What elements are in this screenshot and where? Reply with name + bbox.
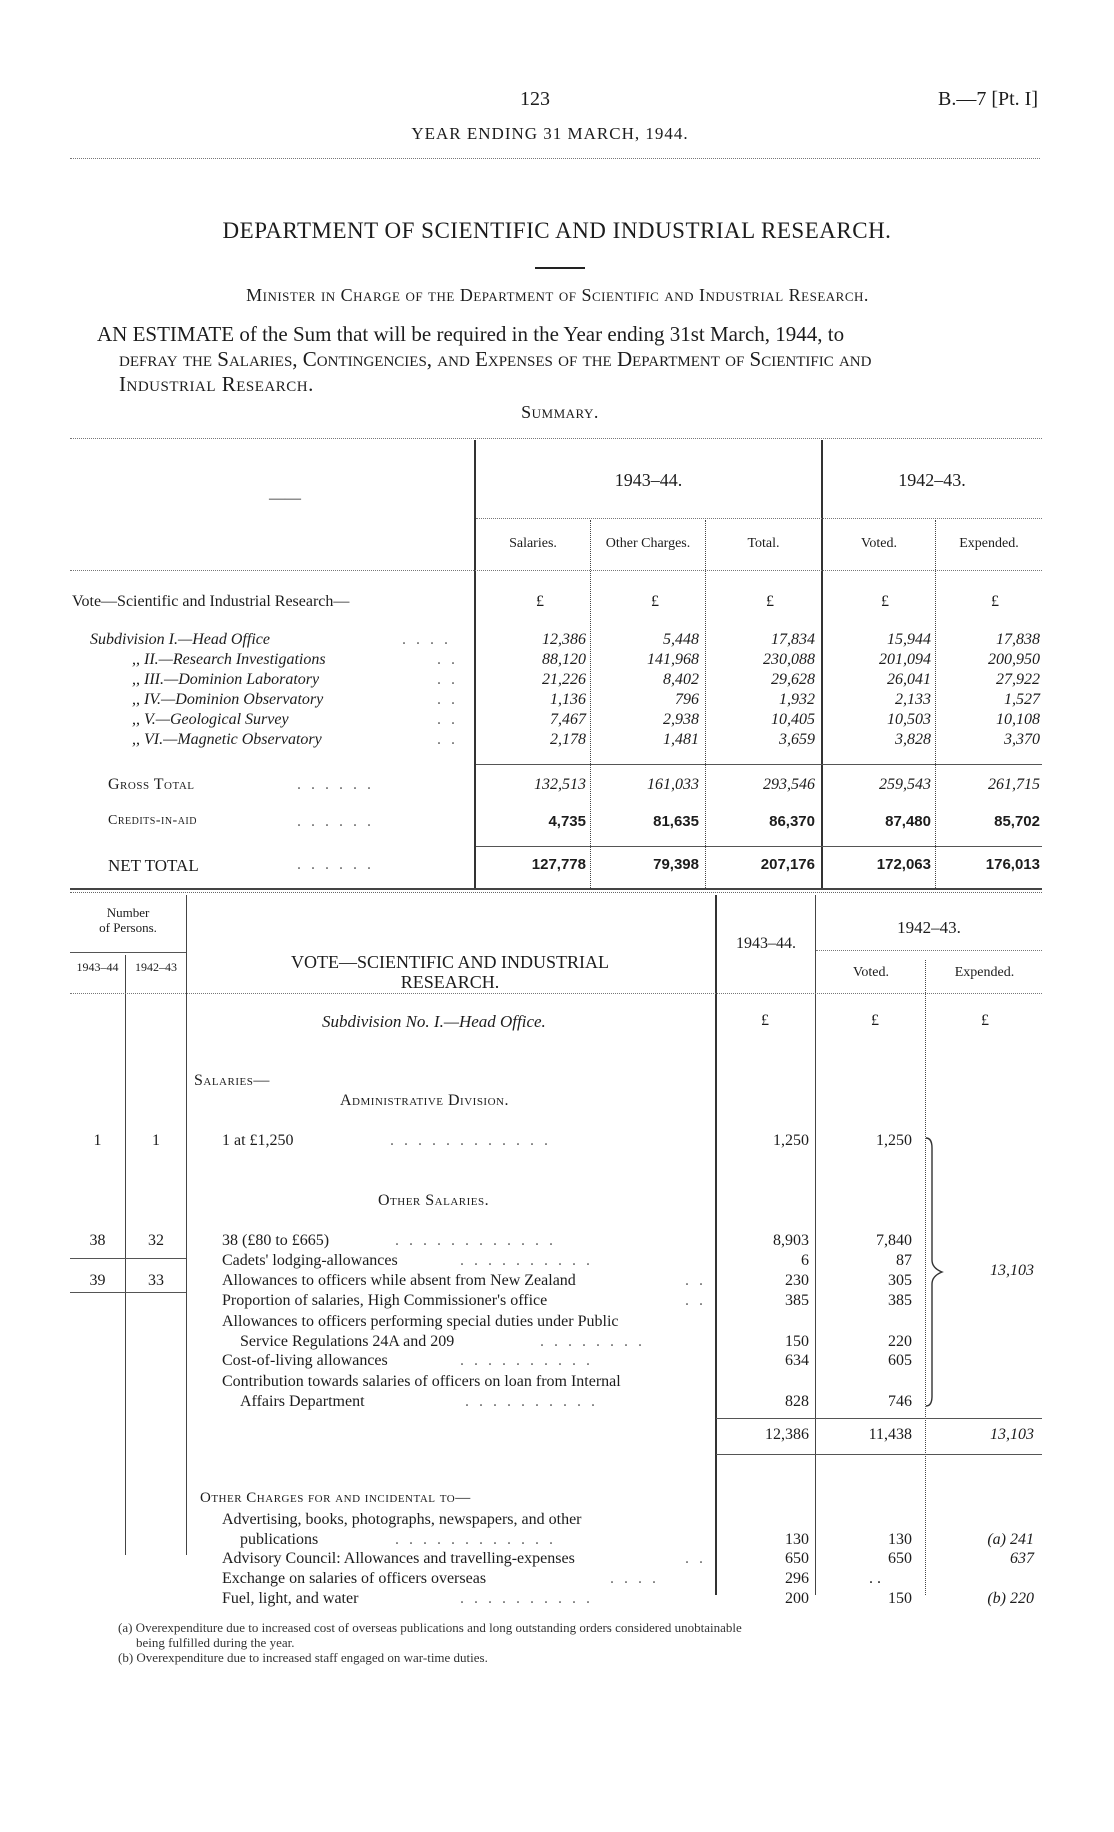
leader-dots: . .: [685, 1550, 706, 1567]
contribution-voted: 746: [888, 1393, 912, 1410]
detail-row-label: Cadets' lodging-allowances: [222, 1252, 398, 1269]
detail-row: [70, 1352, 1042, 1372]
leader-dots: . . . . . . . . . .: [465, 1393, 598, 1410]
summary-vote-label: Vote—Scientific and Industrial Research—: [72, 593, 350, 610]
summary-row-other: 141,968: [647, 651, 699, 668]
other-charges-heading: Other Charges for and incidental to—: [200, 1490, 471, 1506]
exchange-row: [70, 1570, 1042, 1590]
summary-row: [72, 630, 1042, 650]
leader-dots: . .: [437, 691, 458, 708]
credits-voted: 87,480: [885, 813, 931, 830]
advisory-voted: 650: [888, 1550, 912, 1567]
leader-dots: . . . . . . . . . .: [460, 1590, 593, 1607]
summary-row-other: 796: [675, 691, 699, 708]
summary-row-salaries: 88,120: [542, 651, 586, 668]
summary-row-voted: 2,133: [895, 691, 931, 708]
persons-1942: 33: [148, 1272, 164, 1289]
summary-heading: Summary.: [521, 402, 599, 422]
detail-vote-title-2: RESEARCH.: [400, 972, 500, 992]
detail-row-voted: 87: [896, 1252, 912, 1269]
net-salaries: 127,778: [531, 856, 586, 873]
summary-credits-row: [72, 813, 1042, 835]
advisory-row: [70, 1550, 1042, 1570]
net-expended: 176,013: [985, 856, 1040, 873]
advisory-expended: 637: [1010, 1550, 1034, 1567]
persons-right-divider: [186, 895, 187, 1555]
summary-row: [72, 710, 1042, 730]
page-number: 123: [520, 88, 550, 110]
detail-row: [70, 1252, 1042, 1272]
admin-division-heading: Administrative Division.: [340, 1092, 509, 1109]
leader-dots: . . . .: [610, 1570, 659, 1587]
summary-row-expended: 10,108: [996, 711, 1040, 728]
detail-vote-title-1: VOTE—SCIENTIFIC AND INDUSTRIAL: [291, 952, 609, 972]
contribution-line-1: Contribution towards salaries of officers on loan from Internal: [222, 1373, 621, 1390]
persons-col-1942: 1942–43: [135, 960, 177, 974]
subdivision-heading: Subdivision No. I.—Head Office.: [322, 1012, 546, 1031]
special-line-1: Allowances to officers performing special duties under Public: [222, 1313, 619, 1330]
advisory-label: Advisory Council: Allowances and travelling-expenses: [222, 1550, 575, 1567]
detail-vote-title: [230, 952, 670, 992]
detail-year-1942: 1942–43.: [897, 918, 961, 937]
fuel-voted: 150: [888, 1590, 912, 1607]
summary-row-label: ,, V.—Geological Survey: [132, 711, 289, 728]
summary-row-total: 230,088: [763, 651, 815, 668]
leader-dots: . . . . . . . . . . . .: [395, 1531, 556, 1548]
summary-net-rule: [476, 846, 1042, 847]
summary-sum-rule: [476, 764, 1042, 765]
detail-row-voted: 7,840: [876, 1232, 912, 1249]
summary-col-voted: Voted.: [861, 536, 897, 551]
summary-row-expended: 3,370: [1004, 731, 1040, 748]
persons-1942: 32: [148, 1232, 164, 1249]
summary-gross-row: [72, 776, 1042, 798]
page-title: DEPARTMENT OF SCIENTIFIC AND INDUSTRIAL RESEARCH.: [222, 218, 892, 243]
detail-row-estimate: 8,903: [773, 1232, 809, 1249]
summary-row-salaries: 21,226: [542, 671, 586, 688]
bracket-total: 13,103: [990, 1262, 1034, 1279]
summary-col-total: Total.: [747, 536, 780, 551]
detail-currency: £: [871, 1012, 879, 1029]
advertising-expended: (a) 241: [987, 1531, 1034, 1548]
leader-dots: . .: [685, 1292, 706, 1309]
minister-line: Minister in Charge of the Department of Scientific and Industrial Research.: [246, 285, 869, 305]
detail-currency: £: [761, 1012, 769, 1029]
fuel-estimate: 200: [785, 1590, 809, 1607]
summary-bottom-rule: [70, 888, 1042, 890]
credits-other: 81,635: [653, 813, 699, 830]
advertising-line-1: Advertising, books, photographs, newspapers, and other: [222, 1511, 582, 1528]
gross-salaries: 132,513: [534, 776, 586, 793]
footnote-a: (a) Overexpenditure due to increased cost of overseas publications and long outstanding orders considered unobtainable: [118, 1620, 742, 1635]
summary-row: [72, 670, 1042, 690]
admin-row-estimate: 1,250: [773, 1132, 809, 1149]
detail-row-label: 38 (£80 to £665): [222, 1232, 330, 1249]
summary-row-other: 2,938: [663, 711, 699, 728]
special-estimate: 150: [785, 1333, 809, 1350]
summary-row-other: 8,402: [663, 671, 699, 688]
summary-row-salaries: 1,136: [550, 691, 586, 708]
summary-year-1942: 1942–43.: [898, 470, 966, 490]
net-total-label: NET TOTAL: [108, 856, 199, 875]
estimate-line-3: Industrial Research.: [119, 372, 314, 396]
summary-row-voted: 10,503: [887, 711, 931, 728]
advertising-estimate: 130: [785, 1531, 809, 1548]
salaries-heading: Salaries—: [194, 1072, 270, 1089]
header-rule: [70, 158, 1040, 159]
leader-dots: . .: [437, 671, 458, 688]
estimate-text: [97, 322, 1042, 397]
net-voted: 172,063: [876, 856, 931, 873]
detail-row-contribution: [70, 1372, 1042, 1412]
document-reference: B.—7 [Pt. I]: [938, 88, 1038, 110]
special-voted: 220: [888, 1333, 912, 1350]
subtotal-voted: 11,438: [868, 1426, 912, 1443]
summary-row-total: 29,628: [771, 671, 815, 688]
detail-row: [70, 1292, 1042, 1312]
detail-row-voted: 385: [888, 1292, 912, 1309]
footnote-b: (b) Overexpenditure due to increased staff engaged on war-time duties.: [118, 1650, 488, 1665]
summary-currency: £: [766, 593, 774, 610]
persons-1942: 1: [152, 1132, 160, 1149]
advisory-estimate: 650: [785, 1550, 809, 1567]
net-total: 207,176: [760, 856, 815, 873]
detail-currency: £: [981, 1012, 989, 1029]
summary-currency: £: [991, 593, 999, 610]
summary-row-total: 1,932: [779, 691, 815, 708]
persons-1943: 39: [89, 1272, 106, 1289]
detail-row-estimate: 385: [785, 1292, 809, 1309]
gross-total-label: Gross Total: [108, 776, 195, 793]
summary-row: [72, 730, 1042, 750]
exchange-label: Exchange on salaries of officers overseas: [222, 1570, 487, 1587]
summary-row-voted: 15,944: [887, 631, 931, 648]
summary-row-voted: 201,094: [879, 651, 931, 668]
summary-row-voted: 26,041: [887, 671, 931, 688]
detail-row-estimate: 634: [785, 1352, 809, 1369]
detail-year-1943: 1943–44.: [736, 935, 796, 952]
summary-row-expended: 27,922: [996, 671, 1040, 688]
fuel-row: [70, 1590, 1042, 1610]
leader-dots: . . . . . . . .: [540, 1333, 645, 1350]
other-salaries-heading: Other Salaries.: [378, 1192, 490, 1209]
leader-dots: . .: [437, 651, 458, 668]
summary-row-voted: 3,828: [895, 731, 931, 748]
detail-row-voted: 605: [888, 1352, 912, 1369]
summary-col-other: Other Charges.: [605, 536, 691, 551]
summary-row: [72, 650, 1042, 670]
summary-row-label: ,, IV.—Dominion Observatory: [132, 691, 324, 708]
summary-net-row: [72, 856, 1042, 878]
detail-row-label: Allowances to officers while absent from New Zealand: [222, 1272, 576, 1289]
summary-col-salaries: Salaries.: [509, 536, 557, 551]
fuel-label: Fuel, light, and water: [222, 1590, 359, 1607]
gross-other: 161,033: [647, 776, 699, 793]
detail-row: [70, 1272, 1042, 1292]
summary-stub-dash: ——: [269, 490, 301, 507]
leader-dots: . . . . . . . . . . . .: [395, 1232, 556, 1249]
detail-col-voted: Voted.: [853, 965, 889, 980]
summary-row-total: 17,834: [771, 631, 815, 648]
gross-voted: 259,543: [879, 776, 931, 793]
summary-row-label: Subdivision I.—Head Office: [90, 631, 270, 648]
leader-dots: . . . . . .: [297, 856, 374, 873]
credits-expended: 85,702: [994, 813, 1040, 830]
summary-year-1943: 1943–44.: [614, 470, 683, 490]
subtotal-row: [70, 1426, 1042, 1448]
detail-year-rule: [816, 950, 1042, 951]
footnotes: [118, 1620, 1038, 1665]
admin-row: [70, 1132, 1042, 1154]
exchange-voted: . .: [869, 1570, 881, 1587]
leader-dots: . . . . . .: [297, 813, 374, 830]
summary-currency: £: [881, 593, 889, 610]
leader-dots: . . . . . . . . . . . .: [390, 1132, 551, 1149]
summary-row-other: 5,448: [663, 631, 699, 648]
subtotal-top-rule: [716, 1418, 1042, 1419]
title-rule: [535, 267, 585, 269]
persons-header-line-2: of Persons.: [99, 920, 157, 935]
exchange-estimate: 296: [785, 1570, 809, 1587]
admin-row-voted: 1,250: [876, 1132, 912, 1149]
credits-total: 86,370: [769, 813, 815, 830]
subtotal-bottom-rule: [716, 1454, 1042, 1455]
summary-row-salaries: 2,178: [550, 731, 586, 748]
summary-bottom-rule-2: [70, 892, 1042, 893]
summary-row-other: 1,481: [663, 731, 699, 748]
summary-row-label: ,, II.—Research Investigations: [132, 651, 326, 668]
summary-currency: £: [651, 593, 659, 610]
gross-total: 293,546: [763, 776, 815, 793]
net-other: 79,398: [653, 856, 699, 873]
detail-row: [70, 1232, 1042, 1252]
estimate-line-1: AN ESTIMATE of the Sum that will be required in the Year ending 31st March, 1944, to: [97, 322, 845, 346]
summary-header-rule: [70, 570, 1042, 571]
special-line-2: Service Regulations 24A and 209: [240, 1333, 455, 1350]
credits-label: Credits-in-aid: [108, 813, 197, 828]
leader-dots: . . . . . .: [297, 776, 374, 793]
advertising-row: [70, 1510, 1042, 1550]
detail-row-label: Cost-of-living allowances: [222, 1352, 388, 1369]
leader-dots: . . . . . . . . . .: [460, 1352, 593, 1369]
summary-row-expended: 17,838: [996, 631, 1040, 648]
persons-header: [70, 905, 186, 935]
detail-row-estimate: 230: [785, 1272, 809, 1289]
year-line: YEAR ENDING 31 MARCH, 1944.: [411, 124, 689, 143]
summary-row-expended: 200,950: [988, 651, 1040, 668]
summary-row-label: ,, III.—Dominion Laboratory: [132, 671, 320, 688]
advertising-line-2: publications: [240, 1531, 319, 1548]
summary-top-rule: [70, 438, 1042, 439]
credits-salaries: 4,735: [548, 813, 586, 830]
footnote-a-continued: being fulfilled during the year.: [136, 1635, 295, 1650]
summary-row-total: 10,405: [771, 711, 815, 728]
persons-col-1943: 1943–44: [76, 960, 119, 974]
detail-row-label: Proportion of salaries, High Commissioner's office: [222, 1292, 548, 1309]
summary-rows: [72, 630, 1042, 750]
persons-1943: 1: [93, 1132, 102, 1149]
detail-col-expended: Expended.: [954, 965, 1015, 980]
subtotal-estimate: 12,386: [765, 1426, 809, 1443]
summary-row-salaries: 12,386: [542, 631, 586, 648]
summary-row-expended: 1,527: [1004, 691, 1040, 708]
summary-row-total: 3,659: [779, 731, 815, 748]
summary-row-salaries: 7,467: [550, 711, 586, 728]
admin-row-label: 1 at £1,250: [222, 1132, 294, 1149]
summary-row-label: ,, VI.—Magnetic Observatory: [132, 731, 322, 748]
leader-dots: . . . . . . . . . .: [460, 1252, 593, 1269]
persons-header-line-1: Number: [106, 905, 150, 920]
gross-expended: 261,715: [988, 776, 1040, 793]
leader-dots: . .: [437, 711, 458, 728]
estimate-line-2: defray the Salaries, Contingencies, and Expenses of the Department of Scientific and: [119, 347, 872, 371]
summary-currency: £: [536, 593, 544, 610]
summary-row: [72, 690, 1042, 710]
subtotal-expended: 13,103: [990, 1426, 1034, 1443]
contribution-line-2: Affairs Department: [240, 1393, 365, 1410]
persons-header-rule: [70, 952, 186, 953]
leader-dots: . .: [685, 1272, 706, 1289]
detail-row-estimate: 6: [801, 1252, 809, 1269]
summary-col-expended: Expended.: [959, 536, 1019, 551]
advertising-voted: 130: [888, 1531, 912, 1548]
leader-dots: . . . .: [402, 631, 451, 648]
leader-dots: . .: [437, 731, 458, 748]
persons-1943: 38: [89, 1232, 106, 1249]
detail-row-special: [70, 1312, 1042, 1352]
persons-total-rule: [70, 1258, 186, 1259]
contribution-estimate: 828: [785, 1393, 809, 1410]
detail-row-voted: 305: [888, 1272, 912, 1289]
detail-header-rule: [70, 993, 1042, 994]
summary-year-rule: [476, 518, 1042, 519]
fuel-expended: (b) 220: [987, 1590, 1034, 1607]
